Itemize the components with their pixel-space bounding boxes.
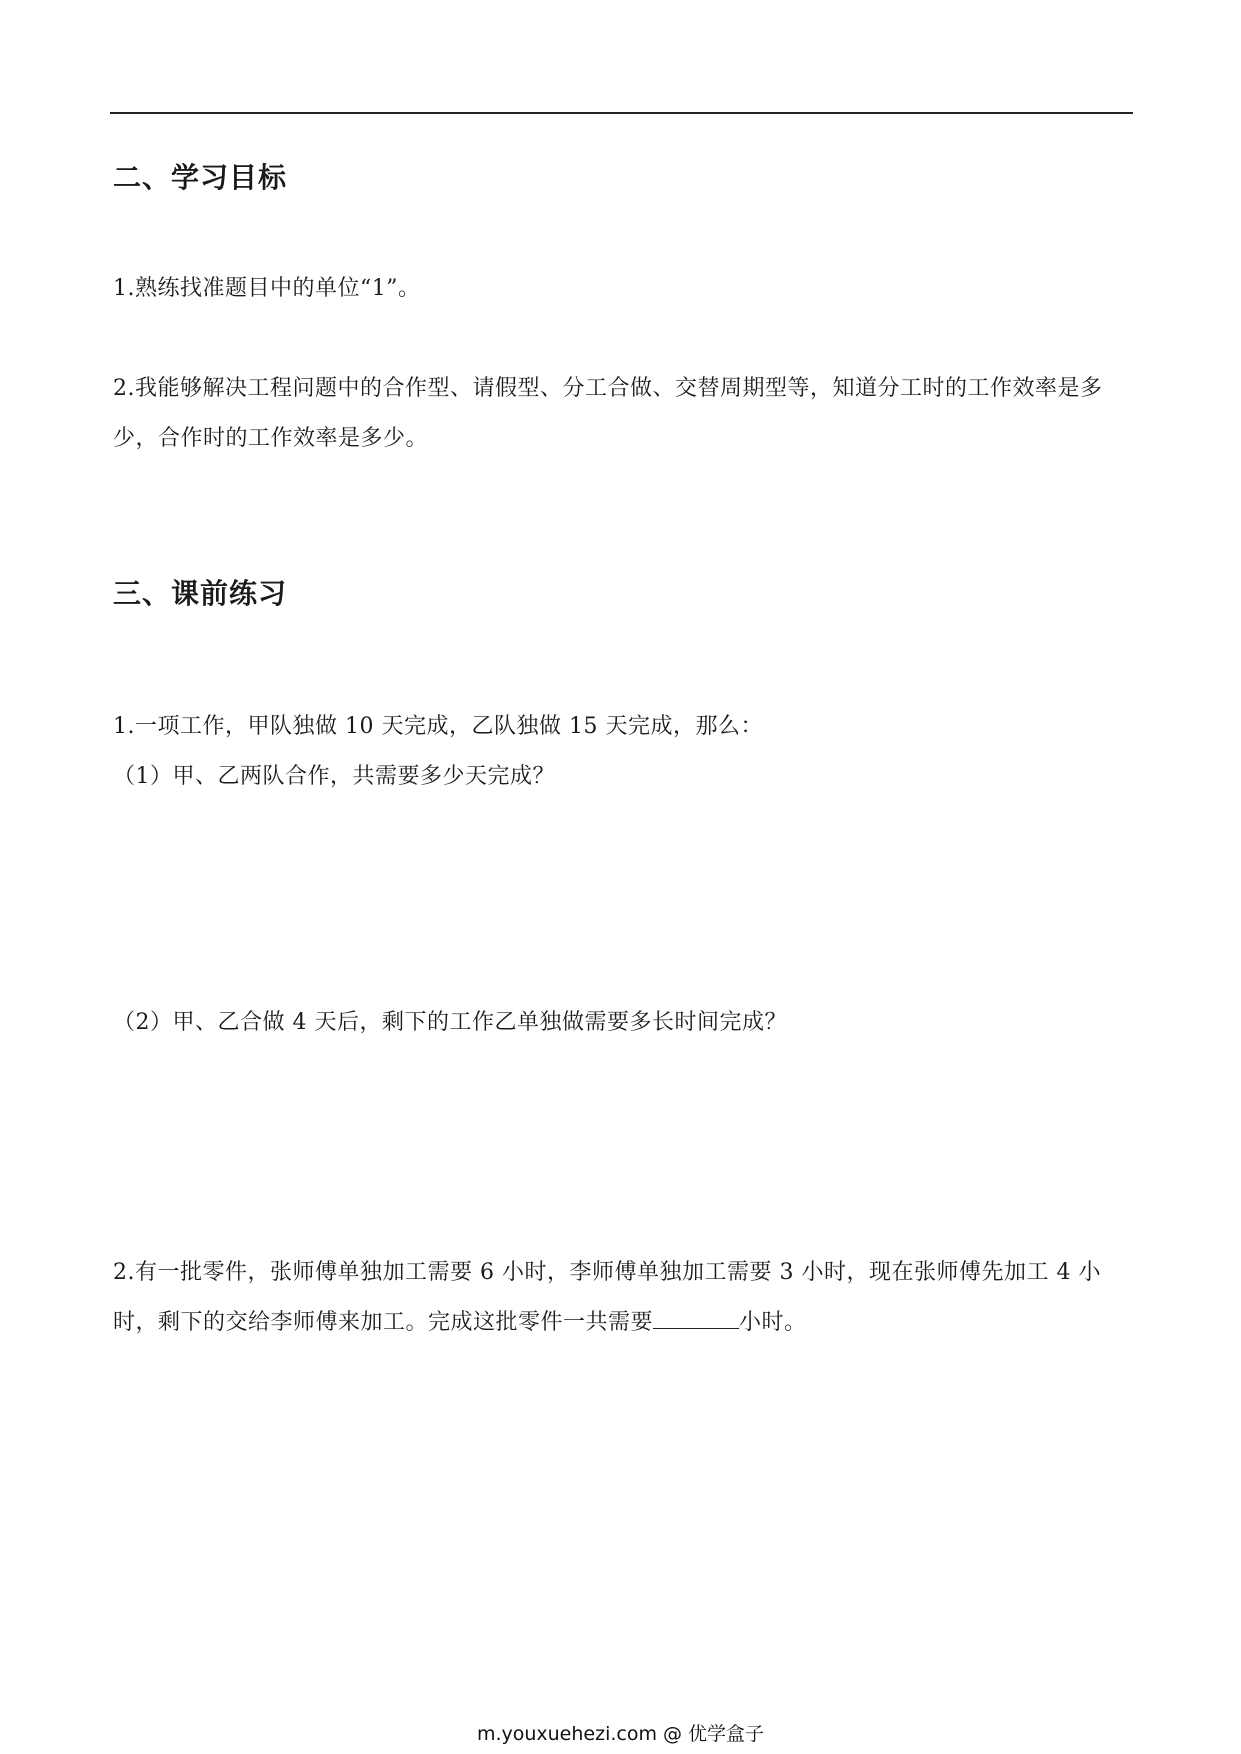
question-2 <box>113 1248 1133 1348</box>
answer-blank[interactable] <box>653 1306 739 1329</box>
question-1-stem: 1.一项工作，甲队独做 10 天完成，乙队独做 15 天完成，那么： <box>113 714 763 739</box>
goal-item-1: 1.熟练找准题目中的单位“1”。 <box>113 276 421 301</box>
header-rule <box>110 112 1133 114</box>
question-1-part-2: （2）甲、乙合做 4 天后，剩下的工作乙单独做需要多长时间完成？ <box>113 1010 787 1035</box>
section-heading-practice: 三、课前练习 <box>113 577 288 610</box>
question-2-unit: 小时。 <box>739 1310 807 1335</box>
footer-watermark: m.youxuehezi.com @ 优学盒子 <box>476 1723 765 1745</box>
question-2-text: 2.有一批零件，张师傅单独加工需要 6 小时，李师傅单独加工需要 3 小时，现在张师傅先加工 4 小时，剩下的交给李师傅来加工。完成这批零件一共需要 <box>113 1260 1101 1335</box>
goal-item-2: 2.我能够解决工程问题中的合作型、请假型、分工合做、交替周期型等，知道分工时的工作效率是多少，合作时的工作效率是多少。 <box>113 376 1103 451</box>
section-heading-goals: 二、学习目标 <box>113 161 288 194</box>
question-1-part-1: （1）甲、乙两队合作，共需要多少天完成？ <box>113 764 555 789</box>
